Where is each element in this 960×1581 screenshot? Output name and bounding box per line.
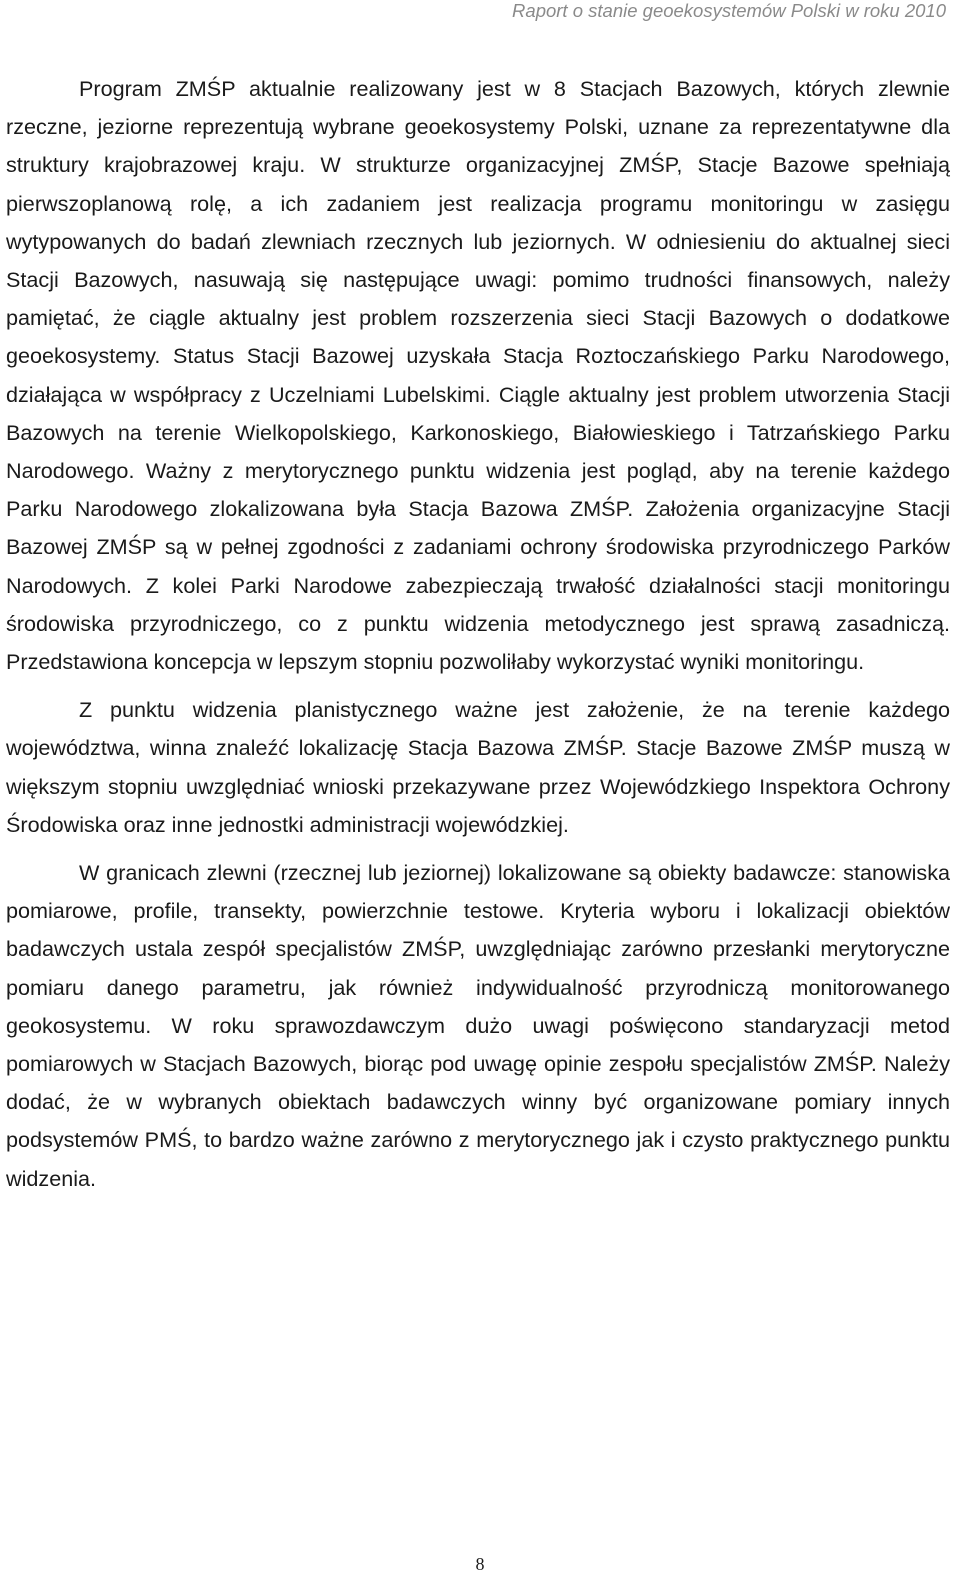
document-body bbox=[6, 70, 950, 1208]
page-number: 8 bbox=[475, 1554, 485, 1574]
paragraph-research-objects: W granicach zlewni (rzecznej lub jeziornej) lokalizowane są obiekty badawcze: stanowiska pomiarowe, profile, transekty, powierzchnie testowe. Kryteria wyboru i lokalizacji obiektów badawczych ustala zespół specjalistów ZMŚP, uwzględniając zarówno przesłanki merytoryczne pomiaru danego parametru, jak również indywidualność przyrodniczą monitorowanego geokosystemu. W roku sprawozdawczym dużo uwagi poświęcono standaryzacji metod pomiarowych w Stacjach Bazowych, biorąc pod uwagę opinie zespołu specjalistów ZMŚP. Należy dodać, że w wybranych obiektach badawczych winny być organizowane pomiary innych podsystemów PMŚ, to bardzo ważne zarówno z merytorycznego jak i czysto praktycznego punktu widzenia. bbox=[6, 860, 950, 1191]
paragraph-stations-network: Program ZMŚP aktualnie realizowany jest w 8 Stacjach Bazowych, których zlewnie rzeczne, jeziorne reprezentują wybrane geoekosystemy Polski, uznane za reprezentatywne dla struktury krajobrazowej kraju. W strukturze organizacyjnej ZMŚP, Stacje Bazowe spełniają pierwszoplanową rolę, a ich zadaniem jest realizacja programu monitoringu w zasięgu wytypowanych do badań zlewniach rzecznych lub jeziornych. W odniesieniu do aktualnej sieci Stacji Bazowych, nasuwają się następujące uwagi: pomimo trudności finansowych, należy pamiętać, że ciągle aktualny jest problem rozszerzenia sieci Stacji Bazowych o dodatkowe geoekosystemy. Status Stacji Bazowej uzyskała Stacja Roztoczańskiego Parku Narodowego, działająca w współpracy z Uczelniami Lubelskimi. Ciągle aktualny jest problem utworzenia Stacji Bazowych na terenie Wielkopolskiego, Karkonoskiego, Białowieskiego i Tatrzańskiego Parku Narodowego. Ważny z merytorycznego punktu widzenia jest pogląd, aby na terenie każdego Parku Narodowego zlokalizowana była Stacja Bazowa ZMŚP. Założenia organizacyjne Stacji Bazowej ZMŚP są w pełnej zgodności z zadaniami ochrony środowiska przyrodniczego Parków Narodowych. Z kolei Parki Narodowe zabezpieczają trwałość działalności stacji monitoringu środowiska przyrodniczego, co z punktu widzenia metodycznego jest sprawą zasadniczą. Przedstawiona koncepcja w lepszym stopniu pozwoliłaby wykorzystać wyniki monitoringu. bbox=[6, 76, 950, 675]
paragraph-planning: Z punktu widzenia planistycznego ważne jest założenie, że na terenie każdego województwa, winna znaleźć lokalizację Stacja Bazowa ZMŚP. Stacje Bazowe ZMŚP muszą w większym stopniu uwzględniać wnioski przekazywane przez Wojewódzkiego Inspektora Ochrony Środowiska oraz inne jednostki administracji wojewódzkiej. bbox=[6, 697, 950, 837]
running-header: Raport o stanie geoekosystemów Polski w roku 2010 bbox=[512, 0, 946, 21]
